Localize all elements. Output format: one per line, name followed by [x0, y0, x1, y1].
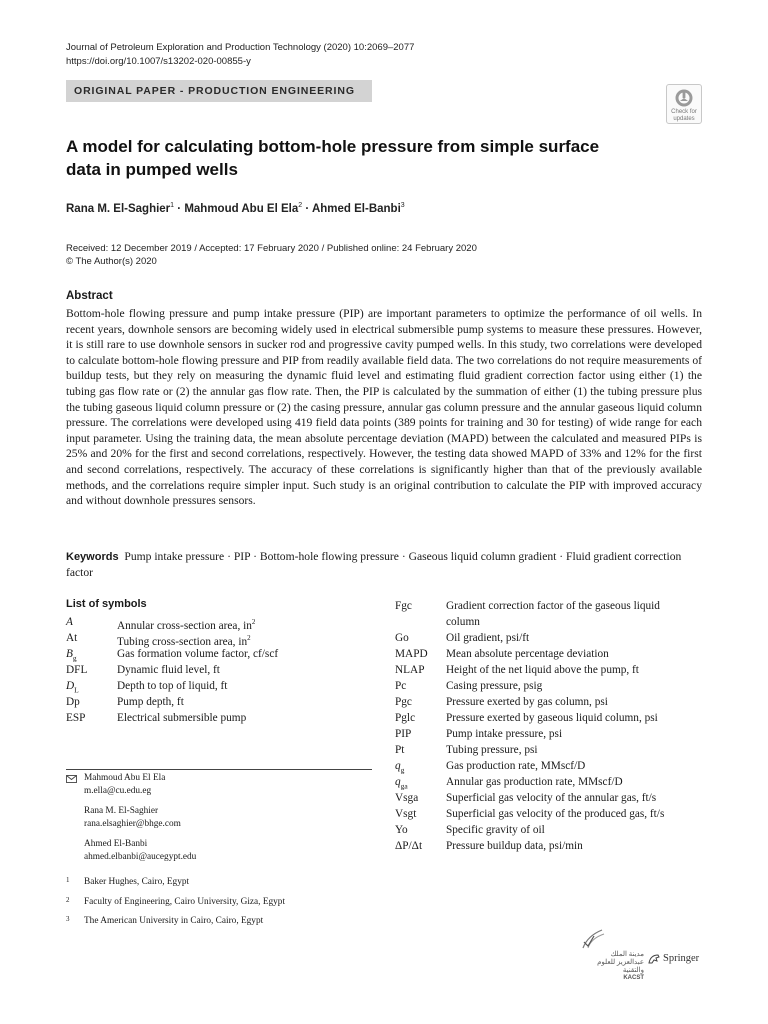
symbol-definition-text: Specific gravity of oil [446, 824, 545, 836]
affiliation-number: 1 [66, 876, 70, 884]
symbol-term [395, 822, 408, 838]
symbol-term [395, 742, 404, 758]
dates-line: Received: 12 December 2019 / Accepted: 17 February 2020 / Published online: 24 February 2020 [66, 243, 477, 254]
symbol-term-text: Dp [66, 696, 80, 708]
symbol-term-text: D [66, 680, 75, 692]
symbol-term [395, 662, 425, 678]
affiliation-number: 2 [66, 896, 70, 904]
symbol-term-text: ΔP/Δt [395, 840, 423, 852]
kacst-logo-icon [580, 928, 606, 950]
symbol-subscript: L [74, 685, 79, 695]
abstract-heading: Abstract [66, 290, 113, 302]
symbol-term [395, 646, 428, 662]
symbol-term-text: At [66, 632, 78, 644]
symbol-term [395, 806, 416, 822]
symbol-term-text: q [395, 776, 401, 788]
kacst-arabic: مدينة الملك عبدالعزيز للعلوم والتقنية [597, 950, 644, 974]
kacst-text [588, 950, 644, 982]
symbol-definition [446, 598, 660, 630]
author-list [66, 202, 405, 215]
affiliation-text: The American University in Cairo, Cairo, Egypt [84, 916, 264, 926]
author-affiliation-marker: 3 [400, 202, 405, 209]
symbol-definition-text: Tubing cross-section area, in [117, 635, 248, 648]
symbol-term-text: DFL [66, 664, 88, 676]
symbol-term [66, 710, 85, 726]
symbol-definition-text: Gradient correction factor of the gaseous liquid [446, 600, 660, 612]
symbol-term [395, 710, 415, 726]
springer-logo-text: Springer [663, 953, 700, 964]
symbol-definition [446, 774, 623, 790]
symbol-subscript: g [72, 653, 77, 663]
symbol-term-text: NLAP [395, 664, 425, 676]
keywords [66, 549, 702, 581]
author-name[interactable]: Mahmoud Abu El Ela [184, 202, 299, 215]
symbol-term [395, 694, 412, 710]
keywords-label: Keywords [66, 551, 119, 563]
symbol-subscript: g [400, 765, 405, 775]
symbol-definition-text: Pump depth, ft [117, 696, 184, 708]
journal-citation: Journal of Petroleum Exploration and Production Technology (2020) 10:2069–2077 [66, 42, 415, 53]
symbol-term [66, 614, 73, 630]
contact-name: Rana M. El-Saghier [84, 806, 159, 816]
symbol-superscript: 2 [251, 618, 256, 626]
contact-name: Ahmed El-Banbi [84, 839, 148, 849]
symbol-term-text: Fgc [395, 600, 412, 612]
symbol-definition [446, 694, 608, 710]
symbol-definition [446, 822, 545, 838]
author-separator: · [174, 202, 185, 215]
symbol-term-text: ESP [66, 712, 86, 724]
symbol-definition [446, 742, 538, 758]
abstract-body: Bottom-hole flowing pressure and pump intake pressure (PIP) are important parameters to optimize the performance of oil wells. In recent years, downhole sensors are becoming widely used in electrical submersible pump systems to measure these pressures. However, it is still rare to use downhole sensors in sucker rod and progressive cavity pumped wells. In this study, two correlations were developed to calculate bottom-hole flowing pressure and PIP from readily available field data. The two correlations do not require measurements of buildup tests, but they rely on measuring the dynamic fluid level and estimating fluid gradient correction factor using either (1) the tubing gas flow rate or (2) the annular gas flow rate. Then, the PIP is calculated by the summation of either (1) the tubing pressure plus the tubing gaseous liquid column pressure or (2) the casing pressure, annular gas column pressure and the annular gaseous liquid column pressure. The correlations were developed using 419 field data points (389 points for training and 30 for testing) of wide range for each input parameter. Using the training data, the mean absolute percentage deviation (MAPD) between the calculated and measured PIPs is 25% and 20% for the first and second correlations, respectively. However, the testing data showed MAPD of 33% and 12% for the first and second correlations, respectively. The accuracy of these correlations is significantly higher than that of the previously available methods, and the correlations require simpler input. Such study is an original contribution to calculate the PIP with improved accuracy and without downhole pressures sensors. [66, 307, 702, 508]
symbol-definition-text: Annular gas production rate, MMscf/D [446, 776, 623, 788]
symbol-term [395, 598, 412, 614]
symbol-definition-text: Superficial gas velocity of the produced gas, ft/s [446, 808, 665, 820]
symbol-term-text: PIP [395, 728, 412, 740]
symbol-term-text: Pt [395, 744, 405, 756]
check-for-updates-badge[interactable] [666, 84, 702, 124]
contact-email[interactable]: ahmed.elbanbi@aucegypt.edu [84, 852, 197, 862]
symbol-term-text: MAPD [395, 648, 428, 660]
symbol-definition [446, 838, 583, 854]
title-line-1: A model for calculating bottom-hole pressure from simple surface [66, 137, 600, 156]
symbol-definition [446, 790, 656, 806]
contact-email[interactable]: m.ella@cu.edu.eg [84, 786, 152, 796]
symbol-definition-text: Gas production rate, MMscf/D [446, 760, 586, 772]
author-affiliation-marker: 2 [298, 202, 303, 209]
symbol-subscript: ga [400, 781, 408, 791]
affiliation-text: Baker Hughes, Cairo, Egypt [84, 877, 190, 887]
keywords-text: Pump intake pressure · PIP · Bottom-hole flowing pressure · Gaseous liquid column gradient · Fluid gradient correction factor [66, 550, 682, 579]
kacst-label: KACST [623, 975, 644, 981]
author-separator: · [302, 202, 312, 215]
symbol-definition [117, 710, 246, 726]
contact-name: Mahmoud Abu El Ela [84, 773, 166, 783]
symbol-definition-continuation: column [446, 616, 480, 628]
symbol-definition [117, 694, 184, 710]
mail-icon [66, 775, 77, 783]
symbol-definition [446, 758, 585, 774]
symbol-definition [446, 630, 529, 646]
symbol-definition-text: Casing pressure, psig [446, 680, 543, 692]
publication-dates [66, 242, 477, 268]
symbol-definition-text: Tubing pressure, psi [446, 744, 538, 756]
symbol-definition [446, 726, 562, 742]
symbol-definition [117, 678, 227, 694]
contact-email[interactable]: rana.elsaghier@bhge.com [84, 819, 181, 829]
symbol-definition-text: Superficial gas velocity of the annular gas, ft/s [446, 792, 657, 804]
symbol-definition-text: Pump intake pressure, psi [446, 728, 563, 740]
symbol-definition-text: Depth to top of liquid, ft [117, 680, 228, 692]
symbol-definition [117, 662, 220, 678]
check-updates-icon [674, 88, 694, 108]
symbol-term-text: q [395, 760, 401, 772]
symbol-definition [446, 662, 639, 678]
symbol-term [66, 630, 77, 646]
symbol-definition-text: Mean absolute percentage deviation [446, 648, 609, 660]
article-type-band: ORIGINAL PAPER - PRODUCTION ENGINEERING [66, 80, 372, 102]
symbol-term [395, 678, 406, 694]
symbol-definition [446, 678, 542, 694]
affiliation-text: Faculty of Engineering, Cairo University, Giza, Egypt [84, 897, 286, 907]
symbol-definition-text: Pressure buildup data, psi/min [446, 840, 583, 852]
springer-horse-icon [647, 953, 661, 965]
symbol-term-text: Pc [395, 680, 407, 692]
symbols-heading: List of symbols [66, 598, 147, 610]
doi-link[interactable]: https://doi.org/10.1007/s13202-020-00855-y [66, 56, 251, 67]
symbol-definition [446, 806, 664, 822]
symbol-term [66, 694, 80, 710]
symbol-definition [446, 710, 658, 726]
symbol-definition [446, 646, 609, 662]
symbol-definition [117, 646, 278, 662]
paper-title [66, 135, 686, 181]
symbol-definition-text: Height of the net liquid above the pump, ft [446, 664, 639, 676]
symbol-term-text: Vsgt [395, 808, 417, 820]
copyright-line: © The Author(s) 2020 [66, 256, 157, 267]
symbol-superscript: 2 [247, 634, 251, 642]
symbol-term-text: Yo [395, 824, 408, 836]
title-line-2: data in pumped wells [66, 160, 238, 179]
symbol-term [395, 838, 422, 854]
symbol-term [395, 630, 409, 646]
symbol-term [395, 726, 411, 742]
symbol-definition-text: Pressure exerted by gas column, psi [446, 696, 608, 708]
symbol-definition-text: Electrical submersible pump [117, 712, 247, 724]
author-affiliation-marker: 1 [170, 202, 175, 209]
symbol-term-text: Go [395, 632, 409, 644]
author-name[interactable]: Rana M. El-Saghier [66, 202, 171, 215]
symbol-definition-text: Pressure exerted by gaseous liquid column, psi [446, 712, 658, 724]
symbol-definition-text: Gas formation volume factor, cf/scf [117, 648, 279, 660]
symbol-definition-text: Annular cross-section area, in [117, 619, 252, 632]
symbol-term [66, 662, 87, 678]
author-name[interactable]: Ahmed El-Banbi [311, 202, 401, 215]
symbol-term-text: Vsga [395, 792, 419, 804]
symbol-term-text: B [66, 648, 73, 660]
footnote-rule [66, 769, 372, 770]
symbol-definition-text: Oil gradient, psi/ft [446, 632, 530, 644]
affiliation-number: 3 [66, 915, 70, 923]
symbol-term-text: Pglc [395, 712, 416, 724]
check-updates-label: Check for updates [671, 109, 697, 122]
symbol-term-text: Pgc [395, 696, 412, 708]
symbol-term [395, 790, 418, 806]
symbol-term-text: A [66, 616, 73, 628]
symbol-definition-text: Dynamic fluid level, ft [117, 664, 220, 676]
